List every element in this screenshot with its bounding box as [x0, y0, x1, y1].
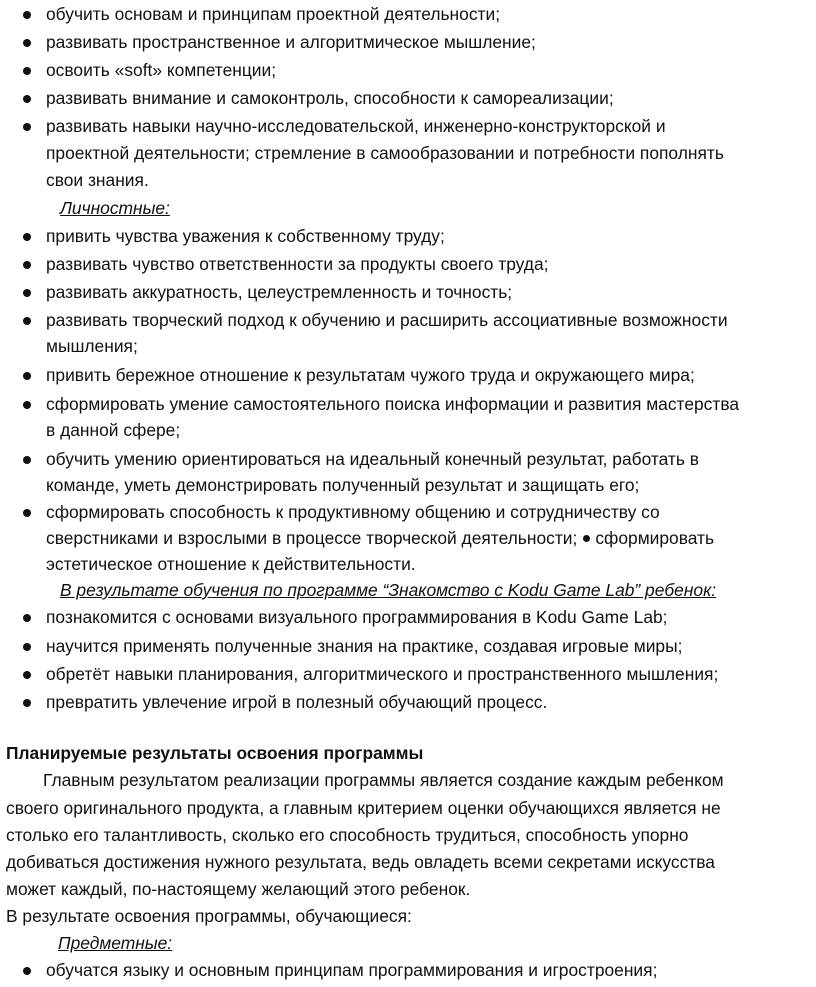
personal-item-continuation: эстетическое отношение к действительности. — [46, 554, 416, 574]
bullet-icon — [23, 317, 31, 325]
bullet-icon — [23, 614, 31, 622]
subject-heading: Предметные: — [58, 933, 173, 953]
personal-item: привить бережное отношение к результатам чужого труда и окружающего мира; — [46, 365, 695, 385]
personal-item: привить чувства уважения к собственному труду; — [46, 226, 445, 246]
goal-item-continuation: свои знания. — [46, 170, 149, 190]
personal-item: сформировать умение самостоятельного поиска информации и развития мастерства — [46, 394, 740, 414]
bullet-icon — [23, 967, 31, 975]
goal-item: развивать навыки научно-исследовательской, инженерно-конструкторской и — [46, 116, 666, 136]
paragraph-line: добиваться достижения нужного результата, ведь овладеть всеми секретами искусства — [6, 852, 715, 872]
goal-item-continuation: проектной деятельности; стремление в самообразовании и потребности пополнять — [46, 143, 724, 163]
bullet-icon — [23, 39, 31, 47]
results-intro: В результате освоения программы, обучающиеся: — [6, 906, 412, 926]
personal-item: развивать чувство ответственности за продукты своего труда; — [46, 254, 549, 274]
personal-item-text: сверстниками и взрослыми в процессе творческой деятельности; — [46, 528, 578, 548]
bullet-icon — [23, 11, 31, 19]
bullet-icon — [23, 67, 31, 75]
subject-item: обучатся языку и основным принципам программирования и игростроения; — [46, 960, 658, 980]
bullet-icon — [23, 671, 31, 679]
paragraph-line: столько его талантливость, сколько его способность трудиться, способность упорно — [6, 825, 689, 845]
bullet-icon — [23, 456, 31, 464]
personal-item-text: сформировать — [595, 528, 715, 548]
personal-item: обучить умению ориентироваться на идеальный конечный результат, работать в — [46, 449, 700, 469]
bullet-icon — [583, 535, 590, 542]
goal-item: развивать внимание и самоконтроль, способности к самореализации; — [46, 88, 614, 108]
goal-item: обучить основам и принципам проектной деятельности; — [46, 4, 501, 24]
bullet-icon — [23, 289, 31, 297]
bullet-icon — [23, 699, 31, 707]
outcome-item: превратить увлечение игрой в полезный обучающий процесс. — [46, 692, 548, 712]
paragraph-line: может каждый, по-настоящему желающий этого ребенок. — [6, 879, 471, 899]
personal-item: развивать аккуратность, целеустремленность и точность; — [46, 282, 513, 302]
bullet-icon — [23, 509, 31, 517]
personal-item-continuation: команде, уметь демонстрировать полученный результат и защищать его; — [46, 475, 640, 495]
bullet-icon — [23, 372, 31, 380]
personal-item-continuation: в данной сфере; — [46, 420, 181, 440]
outcome-item: научится применять полученные знания на практике, создавая игровые миры; — [46, 636, 683, 656]
personal-item: развивать творческий подход к обучению и расширить ассоциативные возможности — [46, 310, 728, 330]
paragraph-line: своего оригинального продукта, а главным критерием оценки обучающихся является не — [6, 798, 721, 818]
outcome-item: обретёт навыки планирования, алгоритмического и пространственного мышления; — [46, 664, 719, 684]
section-title: Планируемые результаты освоения программы — [6, 743, 424, 763]
outcomes-heading: В результате обучения по программе “Знакомство с Kodu Game Lab” ребенок: — [60, 580, 717, 600]
bullet-icon — [23, 643, 31, 651]
goal-item: развивать пространственное и алгоритмическое мышление; — [46, 32, 536, 52]
paragraph-line: Главным результатом реализации программы является создание каждым ребенком — [43, 770, 724, 790]
bullet-icon — [23, 401, 31, 409]
bullet-icon — [23, 95, 31, 103]
personal-item-continuation: мышления; — [46, 336, 138, 356]
goal-item: освоить «soft» компетенции; — [46, 60, 277, 80]
personal-item-continuation — [46, 525, 714, 552]
bullet-icon — [23, 261, 31, 269]
bullet-icon — [23, 123, 31, 131]
personal-heading: Личностные: — [60, 198, 170, 218]
bullet-icon — [23, 233, 31, 241]
outcome-item: познакомится с основами визуального программирования в Kodu Game Lab; — [46, 607, 668, 627]
personal-item: сформировать способность к продуктивному общению и сотрудничеству со — [46, 502, 660, 522]
